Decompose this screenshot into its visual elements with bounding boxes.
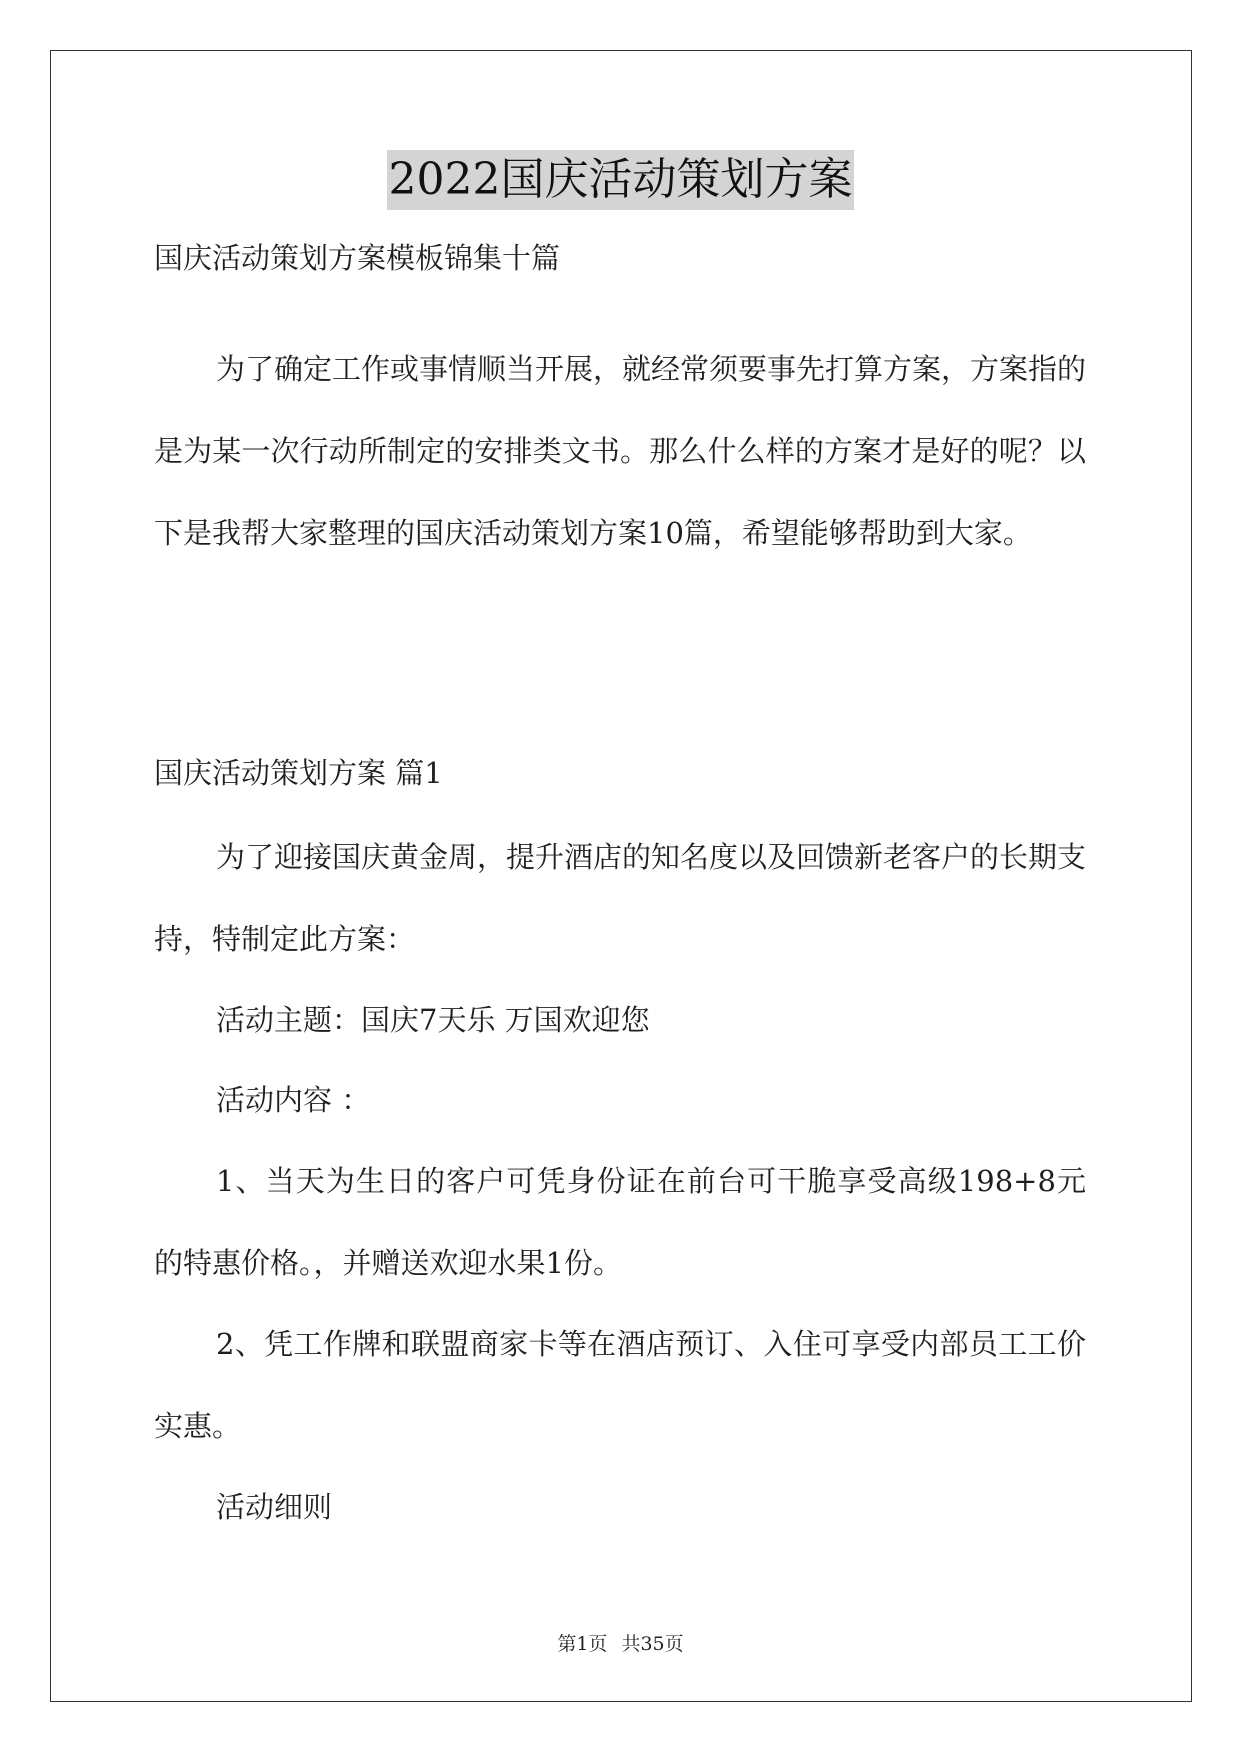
activity-content-label: 活动内容 ： bbox=[216, 1083, 371, 1117]
content-item-2: 2、凭工作牌和联盟商家卡等在酒店预订、入住可享受内部员工工价实惠。 bbox=[154, 1327, 1086, 1443]
item1-block bbox=[154, 1140, 1086, 1304]
document-subtitle: 国庆活动策划方案模板锦集十篇 bbox=[154, 241, 561, 275]
activity-theme: 活动主题：国庆7天乐 万国欢迎您 bbox=[216, 1003, 650, 1037]
content-item-1: 1、当天为生日的客户可凭身份证在前台可干脆享受高级198+8元的特惠价格。，并赠送欢迎水果1份。 bbox=[154, 1164, 1086, 1280]
page-footer bbox=[0, 1632, 1241, 1656]
section1-paragraph: 为了迎接国庆黄金周，提升酒店的知名度以及回馈新老客户的长期支持，特制定此方案： bbox=[154, 840, 1087, 956]
page-total: 共35页 bbox=[621, 1633, 684, 1655]
title-container bbox=[0, 150, 1241, 210]
intro-block bbox=[154, 328, 1086, 574]
page-number: 第1页 bbox=[557, 1633, 608, 1655]
item2-block bbox=[154, 1303, 1086, 1467]
section-heading: 国庆活动策划方案 篇1 bbox=[154, 756, 443, 790]
document-title: 2022国庆活动策划方案 bbox=[387, 150, 855, 210]
section1-block bbox=[154, 816, 1086, 980]
intro-paragraph: 为了确定工作或事情顺当开展，就经常须要事先打算方案，方案指的是为某一次行动所制定的安排类文书。那么什么样的方案才是好的呢？以下是我帮大家整理的国庆活动策划方案10篇，希望能够帮助到大家。 bbox=[154, 352, 1087, 550]
activity-rules-label: 活动细则 bbox=[216, 1490, 333, 1524]
